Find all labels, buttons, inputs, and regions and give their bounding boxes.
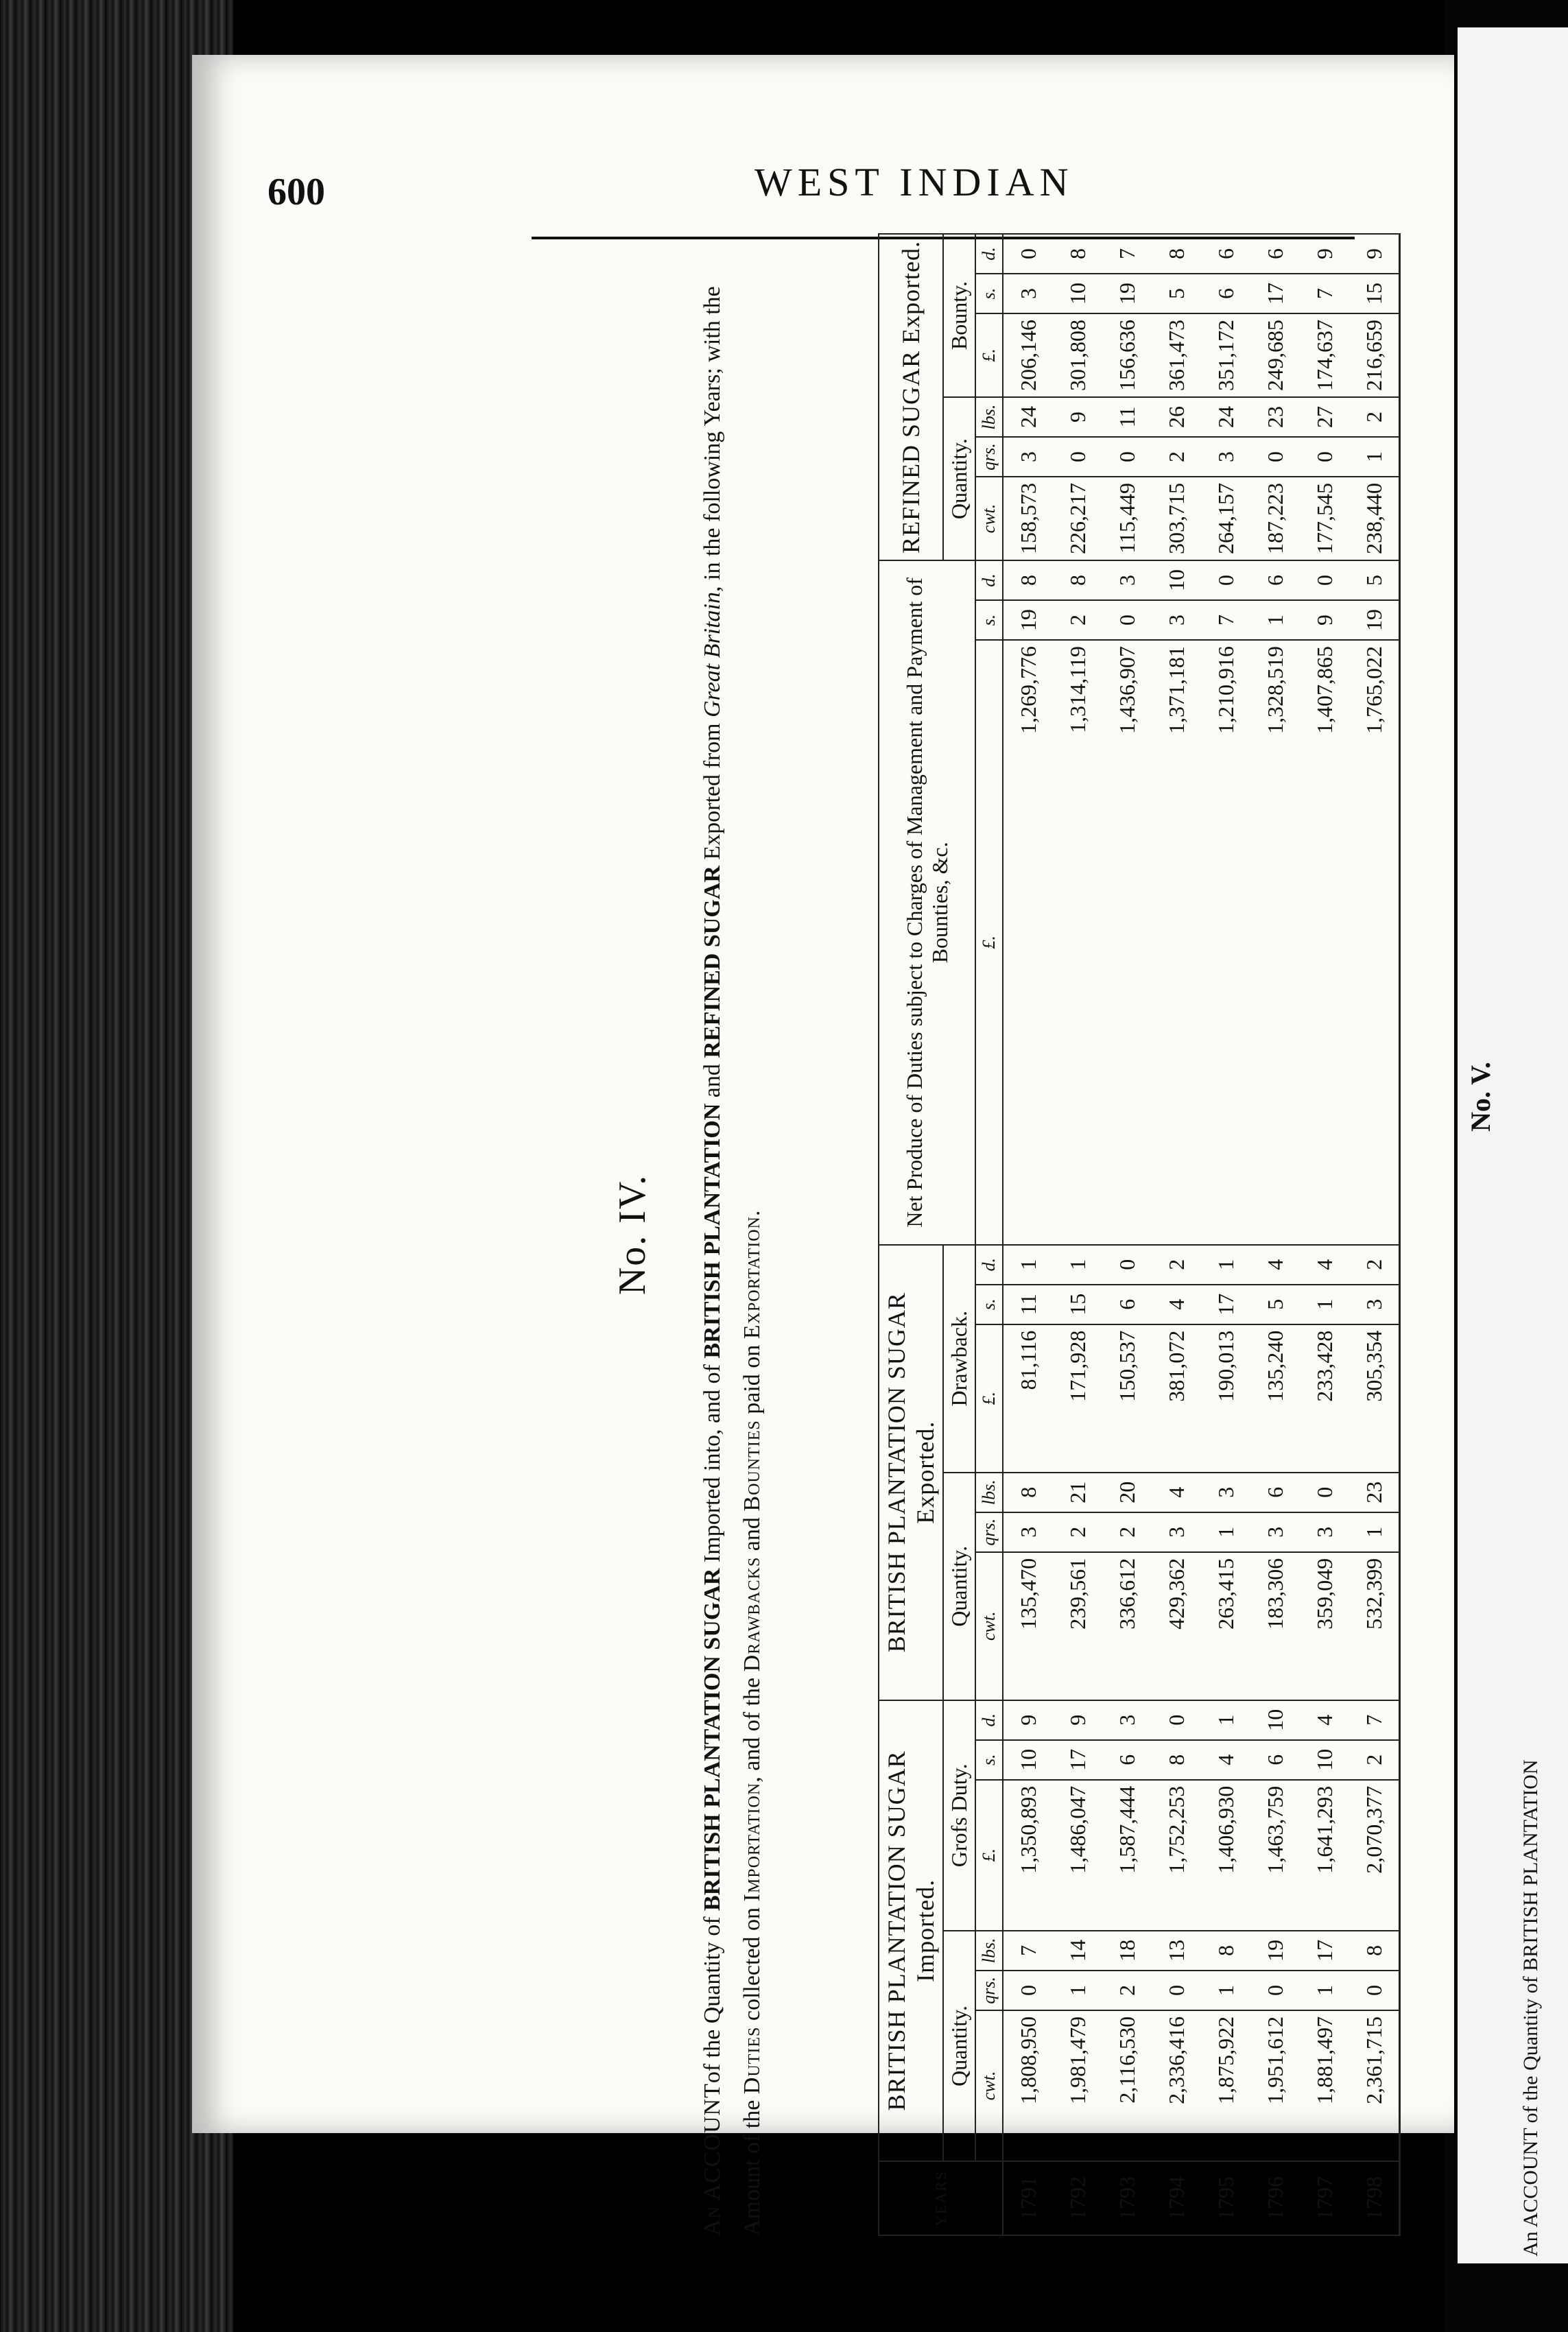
bounty-pounds-cell: 301,808: [1053, 313, 1102, 397]
refined-lbs-cell: 9: [1053, 397, 1102, 437]
bounty-pence-cell: 8: [1053, 234, 1102, 274]
drawback-pence-cell: 1: [1201, 1245, 1250, 1285]
refined-cwt-cell: 226,217: [1053, 477, 1102, 560]
exported-lbs-cell: 0: [1300, 1473, 1349, 1512]
table-row: [1003, 234, 1053, 2235]
net-produce-shillings-cell: 19: [1003, 600, 1053, 640]
bounty-shillings-cell: 19: [1102, 274, 1152, 313]
net-produce-pounds-cell: 1,269,776: [1003, 640, 1053, 1245]
drawback-pounds-cell: 171,928: [1053, 1324, 1102, 1473]
drawback-shillings-cell: 11: [1003, 1285, 1053, 1324]
refined-lbs-cell: 24: [1003, 397, 1053, 437]
bounty-pounds-cell: 249,685: [1250, 313, 1300, 397]
gross-duty-pounds-cell: 1,641,293: [1300, 1780, 1349, 1931]
next-caption-fragment: An ACCOUNT of the Quantity of BRITISH PLANTATION: [1519, 1759, 1542, 2257]
bounty-pence-cell: 9: [1349, 234, 1400, 274]
year-cell: 1798: [1349, 2161, 1400, 2235]
refined-lbs-cell: 11: [1102, 397, 1152, 437]
exported-lbs-cell: 4: [1152, 1473, 1201, 1512]
page-number: 600: [268, 171, 325, 213]
caption-text: Importation: [739, 1782, 765, 1902]
drawback-pence-cell: 1: [1053, 1245, 1102, 1285]
table-row: [1201, 234, 1250, 2235]
refined-cwt-cell: 177,545: [1300, 477, 1349, 560]
sugar-account-table: [878, 233, 1401, 2236]
unit-pence: d.: [975, 560, 1003, 600]
gross-duty-shillings-cell: 10: [1003, 1740, 1053, 1780]
drawback-pounds-cell: 135,240: [1250, 1324, 1300, 1473]
unit-qrs: qrs.: [975, 1512, 1003, 1552]
refined-qrs-cell: 2: [1152, 437, 1201, 477]
net-produce-pence-cell: 0: [1201, 560, 1250, 600]
table-body: [1003, 234, 1400, 2235]
gross-duty-pence-cell: 3: [1102, 1700, 1152, 1740]
years-header: YEARS: [879, 2161, 1003, 2235]
next-table-number: No. V.: [1465, 1062, 1496, 1132]
imported-cwt-cell: 1,981,479: [1053, 2010, 1102, 2161]
drawback-pounds-cell: 233,428: [1300, 1324, 1349, 1473]
year-cell: 1791: [1003, 2161, 1053, 2235]
caption-text: Drawbacks: [739, 1556, 765, 1672]
table-number: No. IV.: [611, 1174, 654, 1296]
bounty-header: Bounty.: [943, 234, 975, 397]
table-row: [1053, 234, 1102, 2235]
refined-qrs-cell: 3: [1201, 437, 1250, 477]
caption-text: Bounties: [739, 1420, 765, 1512]
bounty-shillings-cell: 6: [1201, 274, 1250, 313]
refined-cwt-cell: 303,715: [1152, 477, 1201, 560]
gross-duty-pounds-cell: 1,350,893: [1003, 1780, 1053, 1931]
exported-cwt-cell: 239,561: [1053, 1552, 1102, 1700]
gross-duty-pounds-cell: 1,587,444: [1102, 1780, 1152, 1931]
refined-cwt-cell: 158,573: [1003, 477, 1053, 560]
gross-duty-pence-cell: 7: [1349, 1700, 1400, 1740]
net-produce-shillings-cell: 7: [1201, 600, 1250, 640]
imported-lbs-cell: 18: [1102, 1931, 1152, 1971]
exported-cwt-cell: 429,362: [1152, 1552, 1201, 1700]
imported-cwt-cell: 1,875,922: [1201, 2010, 1250, 2161]
unit-shilling: s.: [975, 274, 1003, 313]
caption-text: , in the following Years; with the Amount of the: [700, 286, 765, 2236]
bounty-pounds-cell: 361,473: [1152, 313, 1201, 397]
exported-lbs-cell: 3: [1201, 1473, 1250, 1512]
unit-pence: d.: [975, 1700, 1003, 1740]
imported-cwt-cell: 2,336,416: [1152, 2010, 1201, 2161]
year-cell: 1797: [1300, 2161, 1349, 2235]
imported-cwt-cell: 2,361,715: [1349, 2010, 1400, 2161]
exported-header: BRITISH PLANTATION SUGAR Exported.: [879, 1245, 943, 1700]
bounty-pounds-cell: 156,636: [1102, 313, 1152, 397]
unit-lbs: lbs.: [975, 397, 1003, 437]
unit-pound: £.: [975, 1780, 1003, 1931]
running-head: WEST INDIAN: [755, 160, 1074, 204]
caption-text: paid on: [739, 1339, 765, 1420]
refined-qrs-cell: 1: [1349, 437, 1400, 477]
refined-qrs-cell: 0: [1250, 437, 1300, 477]
caption-text: Imported into, and of: [700, 1358, 725, 1569]
drawback-shillings-cell: 17: [1201, 1285, 1250, 1324]
imported-qrs-cell: 2: [1102, 1971, 1152, 2010]
unit-qrs: qrs.: [975, 437, 1003, 477]
bounty-shillings-cell: 17: [1250, 274, 1300, 313]
bounty-pounds-cell: 206,146: [1003, 313, 1053, 397]
net-produce-pence-cell: 6: [1250, 560, 1300, 600]
refined-qrs-cell: 0: [1102, 437, 1152, 477]
refined-quantity-header: Quantity.: [943, 397, 975, 560]
bounty-shillings-cell: 15: [1349, 274, 1400, 313]
refined-header: REFINED SUGAR Exported.: [879, 234, 943, 560]
exported-lbs-cell: 8: [1003, 1473, 1053, 1512]
refined-qrs-cell: 0: [1053, 437, 1102, 477]
caption-text: Exported from: [700, 717, 725, 866]
exported-qrs-cell: 3: [1003, 1512, 1053, 1552]
imported-qrs-cell: 0: [1349, 1971, 1400, 2010]
exported-cwt-cell: 183,306: [1250, 1552, 1300, 1700]
net-produce-pence-cell: 0: [1300, 560, 1349, 600]
caption-text: Exportation: [739, 1216, 765, 1340]
drawback-pence-cell: 0: [1102, 1245, 1152, 1285]
caption-text: collected on: [739, 1901, 765, 2027]
caption-text: of the Quantity of: [700, 1910, 725, 2084]
unit-shilling: s.: [975, 1740, 1003, 1780]
gross-duty-shillings-cell: 2: [1349, 1740, 1400, 1780]
gross-duty-shillings-cell: 4: [1201, 1740, 1250, 1780]
bounty-pounds-cell: 216,659: [1349, 313, 1400, 397]
drawback-pence-cell: 4: [1300, 1245, 1349, 1285]
net-produce-shillings-cell: 3: [1152, 600, 1201, 640]
gross-duty-pounds-cell: 1,752,253: [1152, 1780, 1201, 1931]
bounty-shillings-cell: 7: [1300, 274, 1349, 313]
exported-qrs-cell: 3: [1152, 1512, 1201, 1552]
exported-lbs-cell: 21: [1053, 1473, 1102, 1512]
exported-qrs-cell: 3: [1250, 1512, 1300, 1552]
table-row: [1250, 234, 1300, 2235]
exported-qrs-cell: 2: [1102, 1512, 1152, 1552]
table-caption: [693, 213, 772, 2236]
imported-lbs-cell: 19: [1250, 1931, 1300, 1971]
table-row: [1300, 234, 1349, 2235]
drawback-pence-cell: 4: [1250, 1245, 1300, 1285]
refined-lbs-cell: 23: [1250, 397, 1300, 437]
net-produce-pence-cell: 3: [1102, 560, 1152, 600]
gross-duty-pence-cell: 1: [1201, 1700, 1250, 1740]
exported-qrs-cell: 1: [1201, 1512, 1250, 1552]
year-cell: 1793: [1102, 2161, 1152, 2235]
refined-cwt-cell: 115,449: [1102, 477, 1152, 560]
exported-lbs-cell: 6: [1250, 1473, 1300, 1512]
refined-qrs-cell: 3: [1003, 437, 1053, 477]
imported-quantity-header: Quantity.: [943, 1931, 975, 2161]
refined-lbs-cell: 2: [1349, 397, 1400, 437]
facing-page: [1458, 27, 1568, 2263]
caption-text: and: [700, 1058, 725, 1104]
exported-cwt-cell: 359,049: [1300, 1552, 1349, 1700]
drawback-pounds-cell: 305,354: [1349, 1324, 1400, 1473]
imported-lbs-cell: 14: [1053, 1931, 1102, 1971]
net-produce-pounds-cell: 1,407,865: [1300, 640, 1349, 1245]
net-produce-header: Net Produce of Duties subject to Charges of Management and Payment of Bounties, &c.: [879, 560, 975, 1245]
gross-duty-shillings-cell: 6: [1250, 1740, 1300, 1780]
gross-duty-shillings-cell: 8: [1152, 1740, 1201, 1780]
rotated-content: [610, 206, 1386, 2263]
unit-pound: £.: [975, 1324, 1003, 1473]
bounty-shillings-cell: 5: [1152, 274, 1201, 313]
net-produce-pounds-cell: 1,371,181: [1152, 640, 1201, 1245]
bounty-pence-cell: 7: [1102, 234, 1152, 274]
imported-cwt-cell: 1,881,497: [1300, 2010, 1349, 2161]
exported-cwt-cell: 336,612: [1102, 1552, 1152, 1700]
imported-lbs-cell: 8: [1201, 1931, 1250, 1971]
net-produce-pounds-cell: 1,210,916: [1201, 640, 1250, 1245]
refined-cwt-cell: 238,440: [1349, 477, 1400, 560]
imported-qrs-cell: 1: [1053, 1971, 1102, 2010]
gross-duty-pence-cell: 9: [1003, 1700, 1053, 1740]
caption-lead: An ACCOUNT: [700, 2083, 725, 2236]
drawback-shillings-cell: 6: [1102, 1285, 1152, 1324]
imported-qrs-cell: 1: [1300, 1971, 1349, 2010]
refined-cwt-cell: 264,157: [1201, 477, 1250, 560]
caption-text: .: [739, 1210, 765, 1217]
net-produce-pence-cell: 10: [1152, 560, 1201, 600]
refined-lbs-cell: 24: [1201, 397, 1250, 437]
unit-cwt: cwt.: [975, 2010, 1003, 2161]
unit-lbs: lbs.: [975, 1473, 1003, 1512]
net-produce-pounds-cell: 1,436,907: [1102, 640, 1152, 1245]
unit-lbs: lbs.: [975, 1931, 1003, 1971]
drawback-pounds-cell: 150,537: [1102, 1324, 1152, 1473]
imported-cwt-cell: 1,951,612: [1250, 2010, 1300, 2161]
exported-cwt-cell: 532,399: [1349, 1552, 1400, 1700]
bounty-shillings-cell: 3: [1003, 274, 1053, 313]
drawback-shillings-cell: 15: [1053, 1285, 1102, 1324]
exported-qrs-cell: 3: [1300, 1512, 1349, 1552]
table-row: [1102, 234, 1152, 2235]
imported-qrs-cell: 1: [1201, 1971, 1250, 2010]
net-produce-pounds-cell: 1,328,519: [1250, 640, 1300, 1245]
caption-text: Duties: [739, 2026, 765, 2095]
imported-lbs-cell: 7: [1003, 1931, 1053, 1971]
unit-pence: d.: [975, 1245, 1003, 1285]
bounty-shillings-cell: 10: [1053, 274, 1102, 313]
gross-duty-header: Grofs Duty.: [943, 1700, 975, 1931]
net-produce-pence-cell: 8: [1003, 560, 1053, 600]
bounty-pence-cell: 6: [1250, 234, 1300, 274]
exported-quantity-header: Quantity.: [943, 1473, 975, 1700]
imported-lbs-cell: 8: [1349, 1931, 1400, 1971]
unit-cwt: cwt.: [975, 477, 1003, 560]
drawback-shillings-cell: 5: [1250, 1285, 1300, 1324]
table-row: [1349, 234, 1400, 2235]
unit-pence: d.: [975, 234, 1003, 274]
gross-duty-pence-cell: 10: [1250, 1700, 1300, 1740]
drawback-shillings-cell: 4: [1152, 1285, 1201, 1324]
table-row: [1152, 234, 1201, 2235]
drawback-pounds-cell: 190,013: [1201, 1324, 1250, 1473]
bounty-pounds-cell: 351,172: [1201, 313, 1250, 397]
drawback-pence-cell: 2: [1349, 1245, 1400, 1285]
gross-duty-pounds-cell: 1,463,759: [1250, 1780, 1300, 1931]
net-produce-pounds-cell: 1,765,022: [1349, 640, 1400, 1245]
caption-text: and: [739, 1511, 765, 1557]
gross-duty-pence-cell: 4: [1300, 1700, 1349, 1740]
net-produce-pence-cell: 5: [1349, 560, 1400, 600]
gross-duty-shillings-cell: 6: [1102, 1740, 1152, 1780]
exported-lbs-cell: 23: [1349, 1473, 1400, 1512]
drawback-shillings-cell: 3: [1349, 1285, 1400, 1324]
year-cell: 1794: [1152, 2161, 1201, 2235]
imported-cwt-cell: 1,808,950: [1003, 2010, 1053, 2161]
year-cell: 1795: [1201, 2161, 1250, 2235]
unit-shilling: s.: [975, 600, 1003, 640]
exported-cwt-cell: 135,470: [1003, 1552, 1053, 1700]
drawback-header: Drawback.: [943, 1245, 975, 1473]
net-produce-shillings-cell: 0: [1102, 600, 1152, 640]
caption-text: BRITISH PLANTATION: [700, 1103, 725, 1359]
unit-qrs: qrs.: [975, 1971, 1003, 2010]
refined-qrs-cell: 0: [1300, 437, 1349, 477]
net-produce-shillings-cell: 2: [1053, 600, 1102, 640]
unit-shilling: s.: [975, 1285, 1003, 1324]
exported-qrs-cell: 1: [1349, 1512, 1400, 1552]
caption-text: Great Britain: [700, 591, 725, 717]
exported-qrs-cell: 2: [1053, 1512, 1102, 1552]
drawback-pence-cell: 1: [1003, 1245, 1053, 1285]
net-produce-shillings-cell: 19: [1349, 600, 1400, 640]
year-cell: 1792: [1053, 2161, 1102, 2235]
gross-duty-pounds-cell: 1,406,930: [1201, 1780, 1250, 1931]
gross-duty-shillings-cell: 17: [1053, 1740, 1102, 1780]
bounty-pence-cell: 8: [1152, 234, 1201, 274]
exported-lbs-cell: 20: [1102, 1473, 1152, 1512]
caption-text: BRITISH PLANTATION SUGAR: [700, 1568, 725, 1911]
net-produce-shillings-cell: 9: [1300, 600, 1349, 640]
unit-pound: £.: [975, 313, 1003, 397]
refined-lbs-cell: 26: [1152, 397, 1201, 437]
imported-lbs-cell: 13: [1152, 1931, 1201, 1971]
caption-text: REFINED SUGAR: [700, 866, 725, 1058]
imported-qrs-cell: 0: [1003, 1971, 1053, 2010]
net-produce-pounds-cell: 1,314,119: [1053, 640, 1102, 1245]
net-produce-pence-cell: 8: [1053, 560, 1102, 600]
unit-cwt: cwt.: [975, 1552, 1003, 1700]
net-produce-shillings-cell: 1: [1250, 600, 1300, 640]
drawback-shillings-cell: 1: [1300, 1285, 1349, 1324]
bounty-pence-cell: 6: [1201, 234, 1250, 274]
refined-lbs-cell: 27: [1300, 397, 1349, 437]
refined-cwt-cell: 187,223: [1250, 477, 1300, 560]
unit-pound: £.: [975, 640, 1003, 1245]
drawback-pence-cell: 2: [1152, 1245, 1201, 1285]
bounty-pounds-cell: 174,637: [1300, 313, 1349, 397]
drawback-pounds-cell: 81,116: [1003, 1324, 1053, 1473]
bounty-pence-cell: 0: [1003, 234, 1053, 274]
imported-cwt-cell: 2,116,530: [1102, 2010, 1152, 2161]
exported-cwt-cell: 263,415: [1201, 1552, 1250, 1700]
caption-text: , and of the: [739, 1671, 765, 1783]
imported-qrs-cell: 0: [1152, 1971, 1201, 2010]
gross-duty-pounds-cell: 2,070,377: [1349, 1780, 1400, 1931]
imported-lbs-cell: 17: [1300, 1931, 1349, 1971]
year-cell: 1796: [1250, 2161, 1300, 2235]
imported-qrs-cell: 0: [1250, 1971, 1300, 2010]
gross-duty-pounds-cell: 1,486,047: [1053, 1780, 1102, 1931]
gross-duty-pence-cell: 9: [1053, 1700, 1102, 1740]
bounty-pence-cell: 9: [1300, 234, 1349, 274]
gross-duty-shillings-cell: 10: [1300, 1740, 1349, 1780]
gross-duty-pence-cell: 0: [1152, 1700, 1201, 1740]
drawback-pounds-cell: 381,072: [1152, 1324, 1201, 1473]
imported-header: BRITISH PLANTATION SUGAR Imported.: [879, 1700, 943, 2161]
